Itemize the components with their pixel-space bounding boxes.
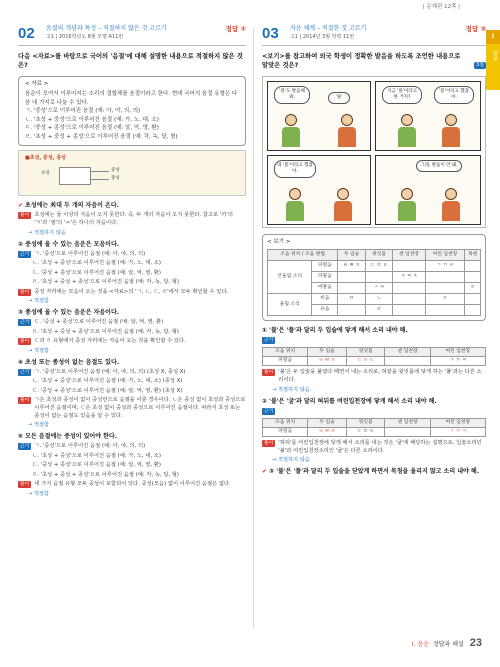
explanation-text: '불'은 두 입술을 붙였다 떼면서 내는 소리로, 혀끝을 윗잇몸에 닿게 하는 '풀'과는 다른 소리이다.	[278, 369, 482, 384]
table-cell: ㅈ ㅉ ㅊ	[393, 272, 425, 283]
comic-panel	[375, 155, 481, 225]
table-cell: ㅎ	[465, 283, 481, 294]
table-header: 조음 위치 / 조음 방법	[268, 250, 338, 261]
evidence-text: ㄴ. '초성 + 중성'으로 이루어진 음절 (예: 가, 노, 대, 소)	[32, 452, 161, 459]
table-cell: ㄱ ㄲ ㅋ	[430, 357, 485, 366]
character	[398, 114, 416, 148]
question-text: <보기>를 참고하여 외국 학생이 정확한 발음을 하도록 조언한 내용으로 알맞은 것은?	[262, 53, 461, 70]
explanation-text: '혀뒤'를 여린입천장에 닿게 해서 소리를 내는 것은 '굴'에 해당하는 설명으로, 입술소리인 '불'과 여린입천장소리인 '굴'은 다른 소리이다.	[278, 439, 482, 454]
verdict: → 적절하지 않음	[272, 386, 310, 393]
table-row	[268, 261, 481, 272]
option-title: ✔ 초성에는 최대 두 개의 자음이 온다.	[18, 202, 246, 210]
table-cell: ㅂ ㅃ ㅍ	[308, 357, 347, 366]
table-header: 목청	[465, 250, 481, 261]
reference-box	[18, 76, 246, 147]
diagram-label-coda: 종성	[111, 176, 120, 182]
explanation-option-2	[18, 241, 246, 305]
option-title: ① '불'은 '풀'과 달리 두 입술에 닿게 해서 소리 내야 해.	[262, 327, 408, 335]
table-cell	[393, 294, 425, 305]
explanation-text: 초성에는 둘 이상의 자음이 오지 못한다. 즉, 두 개의 자음이 오지 못한다. 참고로 '끼'의 'ㄲ'과 '쌀'의 'ㅆ'은 하나의 자음이다.	[34, 212, 233, 227]
table-cell: ㅅ ㅆ	[365, 283, 393, 294]
answer-label: 정답 ①	[225, 25, 246, 33]
comic-illustration	[262, 76, 486, 228]
verdict: → 적절하지 않음	[272, 457, 310, 464]
mini-table	[262, 418, 486, 437]
question-title: 자음 체계 – 적절한 것 고르기	[290, 25, 367, 32]
question-number: 03	[262, 25, 279, 42]
explanation-tag: 풀이	[20, 398, 30, 403]
table-cell	[338, 283, 366, 294]
table-cell: ㄴ	[365, 294, 393, 305]
character	[282, 114, 300, 148]
question-text: 다음 <자료>를 바탕으로 국어의 '음절'에 대해 설명한 내용으로 적절하지 않은 것은?	[18, 53, 243, 70]
explanation-option-3	[18, 309, 246, 354]
consonant-table	[267, 249, 481, 316]
evidence-text: ㄷ. '중성 + 종성'으로 이루어진 음절 (예: 알, 억, 영, 환)	[32, 269, 161, 276]
page-number: 23	[469, 637, 482, 650]
bogi-title: < 보기 >	[267, 238, 291, 245]
question-title: 음절의 개념과 특성 – 적절하지 않은 것 고르기	[46, 25, 167, 32]
table-cell: 마찰음	[312, 283, 338, 294]
option-title: ④ 초성 또는 종성이 없는 음절도 있다.	[18, 358, 120, 366]
evidence-text: ㄱ. '중성'으로 이루어진 음절 (예: 아, 야, 의, 의) (초성 X, 종성 X)	[34, 368, 186, 375]
table-cell: ㅂ ㅃ ㅍ	[338, 261, 366, 272]
option-title: ⑤ 모든 음절에는 중성이 있어야 한다.	[18, 433, 117, 441]
evidence-tag: 근거	[264, 338, 274, 344]
table-cell: ㄹ	[365, 305, 393, 316]
question-02	[18, 22, 246, 502]
explanation-option-1	[262, 327, 486, 393]
table-cell	[393, 283, 425, 294]
evidence-tag: 근거	[20, 320, 30, 326]
chapter-label: 음운	[491, 50, 498, 61]
table-cell	[425, 283, 464, 294]
question-header	[18, 22, 246, 46]
table-cell: ㅂ ㅃ ㅍ	[308, 427, 347, 436]
table-cell	[465, 261, 481, 272]
chapter-side-tab	[486, 30, 500, 90]
table-cell: ㄷ ㄸ ㅌ	[346, 357, 385, 366]
diagram-label-onset: 초성	[41, 171, 50, 177]
question-number: 02	[18, 25, 35, 42]
reference-title: < 자료 >	[25, 80, 49, 87]
table-cell: 조음 위치	[263, 418, 308, 427]
reference-line: ㄷ. '중성 + 종성'으로 이루어진 음절 (예: 알, 억, 영, 환)	[25, 125, 159, 132]
speech-bubble: '풀'	[328, 92, 350, 104]
evidence-tag: 근거	[20, 444, 30, 450]
table-cell: 파열음	[263, 427, 308, 436]
table-cell: 윗잇몸	[346, 418, 385, 427]
evidence-text: ㄷ. '중성 + 종성'으로 이루어진 음절 (예: 알, 억, 영, 환)	[32, 462, 161, 469]
table-cell	[393, 305, 425, 316]
diagram-box	[59, 167, 91, 185]
verdict: → 적절함	[28, 490, 50, 497]
table-cell: 조음 위치	[263, 348, 308, 357]
table-cell	[425, 305, 464, 316]
syllable-diagram	[18, 150, 246, 196]
reference-line: 음운이 모여서 이루어지는 소리의 결합체를 음절이라고 한다. 현대 국어의 음절 유형은 다음 네 가지로 나눌 수 있다.	[25, 91, 238, 106]
evidence-text: ㄴ. '초성 + 중성'으로 이루어진 음절 (예: 가, 노, 대, 소)	[32, 260, 161, 267]
evidence-text: ㄱ. '중성'으로 이루어진 음절 (예: 아, 야, 의, 의)	[34, 443, 146, 450]
table-cell: 안울림 소리	[268, 261, 312, 294]
chapter-number: I	[486, 30, 500, 44]
speech-bubble: '풀'도 발음해 봐.	[274, 86, 310, 104]
table-cell	[385, 357, 430, 366]
diagram-line	[91, 171, 109, 172]
table-cell	[385, 427, 430, 436]
table-cell	[465, 305, 481, 316]
explanation-tag: 풀이	[264, 440, 274, 446]
table-header: 두 입술	[338, 250, 366, 261]
question-03	[262, 22, 486, 480]
column-divider	[253, 28, 254, 628]
option-title: ② 중성에 올 수 있는 음운은 모음이다.	[18, 240, 120, 248]
speech-bubble: 네 '불'이라고 했잖아.	[274, 160, 316, 178]
table-cell: 여린 입천장	[430, 418, 485, 427]
evidence-text: ㄹ. '초성 + 중성 + 종성'으로 이루어진 음절 (예: 각, 녹, 달, 형)	[32, 471, 179, 478]
table-cell: 여린 입천장	[430, 348, 485, 357]
explanation-text: ㄱ은 초성과 종성이 없이 중성만으로 음절을 이룬 경우이다. ㄴ은 종성 없이 초성과 중성으로 이루어진 음절이며, ㄷ은 초성 없이 중성과 종성으로 이루어진 음절이다. 따라서 초성 또는 종성이 없는 음절도 있음을 알 수 있다.	[34, 397, 246, 419]
evidence-text: ㄱ. '중성'으로 이루어진 음절 (예: 아, 야, 의, 의)	[34, 250, 146, 257]
mini-table	[262, 347, 486, 366]
table-cell: 두 입술	[308, 418, 347, 427]
explanation-text: 중성 자리에는 모음이 오는 것을 <자료>의 'ㄱ, ㄴ, ㄷ, ㄹ'에서 모두 확인할 수 있다.	[34, 288, 229, 295]
reference-line: ㄱ. '중성'으로 이루어진 음절 (예: 아, 야, 의, 의)	[25, 108, 141, 115]
verdict: → 적절함	[28, 347, 50, 354]
comic-panel	[267, 155, 371, 225]
speech-bubble: 그래, 발음이 안 돼.	[416, 160, 462, 172]
table-cell	[393, 261, 425, 272]
speech-bubble: '불'이라고 했잖아.	[434, 86, 474, 104]
table-row	[268, 294, 481, 305]
question-source: 고1 | 2014년 3월 학평 11번	[290, 34, 355, 40]
explanation-tag: 풀이	[264, 370, 274, 376]
table-cell	[365, 272, 393, 283]
evidence-text: ㄹ. '초성 + 중성 + 종성'으로 이루어진 음절 (예: 각, 녹, 달, 형)	[32, 279, 179, 286]
question-source: 고1 | 2016학년도 8월 모평 A11번	[46, 34, 124, 40]
top-bar	[0, 4, 500, 14]
diagram-label-nucleus: 중성	[111, 168, 120, 174]
diagram-title: ■초성, 중성, 종성	[25, 155, 66, 162]
table-cell: 센 입천장	[385, 418, 430, 427]
table-cell: 센 입천장	[385, 348, 430, 357]
page-footer	[412, 636, 482, 651]
points-badge: 3점	[475, 62, 484, 68]
verdict: → 적절함	[28, 422, 50, 429]
table-cell: 울림 소리	[268, 294, 312, 316]
verdict: → 적절함	[28, 298, 50, 305]
table-cell: ㅁ	[338, 294, 366, 305]
evidence-text: ㄷ. '중성 + 종성'으로 이루어진 음절 (예: 알, 억, 영, 환) (초성 X)	[32, 387, 183, 394]
table-cell	[425, 272, 464, 283]
table-cell: 두 입술	[308, 348, 347, 357]
table-cell: 비음	[312, 294, 338, 305]
explanation-option-4	[18, 359, 246, 430]
evidence-text: ㄷ. '중성 + 종성'으로 이루어진 음절 (예: 알, 억, 영, 환)	[34, 319, 164, 326]
option-title: ✔ ③ '불'은 '풀'과 달리 두 입술을 닫았게 하면서 목청을 울리지 않고 소리 내야 해.	[262, 468, 486, 476]
table-cell	[338, 272, 366, 283]
bogi-box	[262, 234, 486, 321]
table-cell: ㄷ ㄸ ㅌ	[365, 261, 393, 272]
table-cell: 유음	[312, 305, 338, 316]
table-header: 센 입천장	[393, 250, 425, 261]
explanation-option-2	[262, 398, 486, 464]
table-cell	[465, 272, 481, 283]
evidence-tag: 근거	[264, 408, 274, 414]
character	[334, 188, 352, 222]
evidence-text: ㄹ. '초성 + 중성 + 종성'으로 이루어진 음절 (예: 각, 녹, 달, 형)	[32, 328, 179, 335]
explanation-tag: 풀이	[20, 482, 30, 488]
character	[442, 114, 460, 148]
explanation-option-1	[18, 202, 246, 236]
option-title: ② '불'은 '굴'과 달리 혀뒤를 여린입천장에 닿게 해서 소리 내야 해.	[262, 397, 437, 405]
footer-label: 정답과 해설	[432, 641, 464, 649]
explanation-option-3	[262, 468, 486, 476]
table-cell	[465, 294, 481, 305]
explanation-option-5	[18, 433, 246, 497]
table-cell: ㄱ ㄲ ㅋ	[430, 427, 485, 436]
table-cell	[338, 305, 366, 316]
reference-line: ㄹ. '초성 + 중성 + 종성'으로 이루어진 음절 (예: 각, 녹, 달, 형)	[25, 133, 178, 140]
character	[398, 188, 416, 222]
answer-label: 정답 ③	[465, 25, 486, 33]
comic-panel	[375, 81, 481, 151]
page-tag: | 문제편 12쪽 |	[422, 4, 460, 10]
footer-chapter: I. 음운	[411, 641, 430, 649]
evidence-tag: 근거	[20, 369, 30, 375]
character	[338, 114, 356, 148]
table-cell: 파열음	[312, 261, 338, 272]
table-header: 윗잇몸	[365, 250, 393, 261]
explanation-text: 네 가지 음절 유형 모두 중성이 포함되어 있다. 중성(모음) 없이 이루어진 음절은 없다.	[34, 481, 231, 488]
explanation-tag: 풀이	[20, 213, 30, 219]
character	[442, 188, 460, 222]
table-cell: 파찰음	[312, 272, 338, 283]
evidence-tag: 근거	[20, 251, 30, 257]
explanation-tag: 풀이	[20, 339, 30, 345]
option-title: ③ 종성에 올 수 있는 음운은 자음이다.	[18, 309, 120, 317]
table-cell: ㄱ ㄲ ㅋ	[425, 261, 464, 272]
table-cell: ㅇ	[425, 294, 464, 305]
explanation-text: ㄷ과 ㄹ 유형에서 종성 자리에는 자음이 오는 것을 확인할 수 있다.	[34, 338, 186, 345]
question-header	[262, 22, 486, 46]
explanation-tag: 풀이	[20, 289, 30, 295]
evidence-text: ㄴ. '초성 + 중성'으로 이루어진 음절 (예: 가, 노, 대, 소) (종성 X)	[32, 378, 183, 385]
diagram-line	[91, 179, 109, 180]
table-cell: ㄷ ㄸ ㅌ	[346, 427, 385, 436]
verdict: → 적절하지 않음	[28, 229, 66, 236]
comic-panel	[267, 81, 371, 151]
reference-line: ㄴ. '초성 + 중성'으로 이루어진 음절 (예: 가, 노, 대, 소)	[25, 116, 159, 123]
table-cell: 파열음	[263, 357, 308, 366]
character	[286, 188, 304, 222]
table-cell: 윗잇몸	[346, 348, 385, 357]
speech-bubble: 지금 '풀'이라고 한 거지?	[382, 86, 422, 104]
table-header: 여린 입천장	[425, 250, 464, 261]
